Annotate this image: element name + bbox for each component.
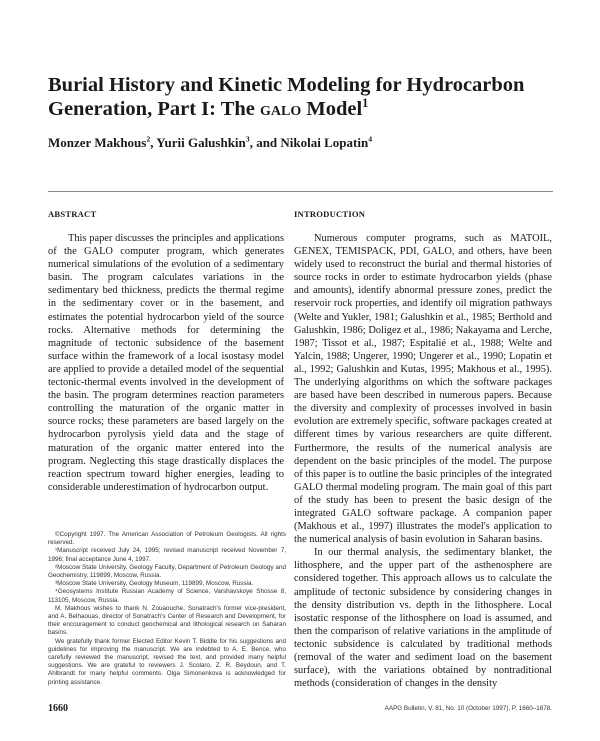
introduction-paragraph-2: In our thermal analysis, the sedimentary blanket, the lithosphere, and the upper part of the asthenosphere are considered together. This approach allows us to calculate the amplitude of tectonic subsidence by considering changes in the density distribution vs. depth in the lithosphere. Local isostatic response of the lithosphere on load is assumed, and then the comparison of relative variations in the amplitude of tectonic subsidence is calculated by traditional methods (removal of the water and sediment load on the basement surface), with the variations obtained by nontraditional methods (consideration of changes in the density bbox=[294, 547, 552, 690]
footnote-affiliation-3: ³Moscow State University, Geology Museum, 119899, Moscow, Russia. bbox=[55, 580, 254, 588]
title-line-1: Burial History and Kinetic Modeling for Hydrocarbon bbox=[48, 74, 525, 96]
title-divider bbox=[48, 191, 553, 192]
author-2: , Yurii Galushkin bbox=[150, 135, 246, 150]
footnote-affiliation-4: ⁴Geosystems Institute Russian Academy of Science, Varshavskoye Shosse 8, 113105, Moscow, Russia. bbox=[48, 588, 286, 604]
abstract-column bbox=[48, 209, 284, 494]
footnote-affiliation-2: ²Moscow State University, Geology Faculty, Department of Petroleum Geology and Geochemistry, 119899, Moscow, Russia. bbox=[48, 563, 286, 580]
title-line-2-prefix: Generation, Part I: The bbox=[48, 98, 260, 120]
abstract-text: This paper discusses the principles and applications of the GALO computer program, which generates numerical simulations of the evolution of a sedimentary basin. The program calculates variations in the sedimentary bed thickness, predicts the thermal regime in the sedimentary cover or in the basement, and estimates the potential hydrocarbon yield of the source rocks. Alternative methods for determining the magnitude of tectonic subsidence of the basement surface within the framework of a local isostasy model are applied to provide a detailed model of the sequential tectonic-thermal events involved in the development of the basin. The program determines reaction parameters controlling the maturation of the organic matter in source rocks; these parameters are based largely on the hydrocarbon pyrolysis yield data and the stage of maturation of the organic matter entered into the program. Neglecting this stage drastically displaces the reaction spectrum toward higher energies, leading to considerable underestimation of hydrocarbon output. bbox=[48, 233, 284, 493]
footnote-manuscript: ¹Manuscript received July 24, 1995; revised manuscript received November 7, 1996; final acceptance June 4, 1997. bbox=[48, 547, 286, 563]
title-program-name: galo bbox=[260, 98, 302, 120]
author-2-marker: 3 bbox=[245, 134, 250, 144]
footnote-copyright: ©Copyright 1997. The American Association of Petroleum Geologists. All rights reserved. bbox=[48, 531, 286, 547]
introduction-column bbox=[294, 209, 552, 690]
author-1-marker: 2 bbox=[146, 134, 151, 144]
footnote-acknowledgment-1: M. Makhous wishes to thank N. Zouaouche, Sonatrach's former vice-president, and A. Belhaouas, director of Sonatrach's Center of Research and Development, for their encouragement to conduct geochemical and lithological research on Saharan basins. bbox=[48, 604, 286, 637]
author-1: Monzer Makhous bbox=[48, 135, 147, 150]
footnote-acknowledgment-2: We gratefully thank former Elected Editor Kevin T. Biddle for his suggestions and guidelines for improving the manuscript. We are indebted to A. E. Bence, who carefully reviewed the manuscript, revised the text, and provided many helpful suggestions. We are grateful to reviewers J. Scolaro, Z. R. Beydoun, and T. Ahlbrandt for many helpful comments. Olga Simonenkova is acknowledged for printing assistance. bbox=[48, 637, 286, 686]
title-line-2-suffix: Model bbox=[301, 98, 363, 120]
footnotes bbox=[48, 531, 286, 687]
author-3: , and Nikolai Lopatin bbox=[249, 135, 369, 150]
author-3-marker: 4 bbox=[368, 134, 373, 144]
journal-citation: AAPG Bulletin, V. 81, No. 10 (October 1997), P. 1660–1678. bbox=[384, 705, 552, 712]
author-list bbox=[48, 135, 568, 151]
article-title bbox=[48, 73, 568, 121]
introduction-heading: INTRODUCTION bbox=[294, 209, 366, 219]
title-footnote-marker: 1 bbox=[362, 96, 369, 111]
abstract-heading: ABSTRACT bbox=[48, 209, 97, 219]
page-number: 1660 bbox=[48, 703, 68, 714]
introduction-paragraph-1: Numerous computer programs, such as MATOIL, GENEX, TEMISPACK, PDI, GALO, and others, have been widely used to reconstruct the burial and thermal histories of source rocks in order to estimate hydrocarbon yields (phase and amounts), identify abnormal pressure zones, predict the reservoir rock properties, and identify oil migration pathways (Welte and Yukler, 1981; Galushkin et al., 1985; Berthold and Galushkin, 1986; Doligez et al., 1986; Nakayama and Lerche, 1987; Tissot et al., 1987; Espitalié et al., 1988; Welte and Yalcin, 1988; Ungerer, 1990; Ungerer et al., 1990; Lopatin et al., 1992; Galushkin and Kutas, 1995; Makhous et al., 1995). The underlying algorithms on which the software packages are based have been described in numerous papers. Because the diversity and complexity of processes involved in basin evolution are extremely specific, software packages created at different times by various researchers are quite different. Furthermore, the results of the numerical analysis are dependent on the basic principles of the model. The purpose of this paper is to outline the basic principles of the integrated GALO thermal modeling program. The main goal of this part of the study has been to present the basic design of the integrated GALO software package. A companion paper (Makhous et al., 1997) illustrates the model's application to the numerical analysis of basin evolution in Saharan basins. bbox=[294, 233, 552, 546]
